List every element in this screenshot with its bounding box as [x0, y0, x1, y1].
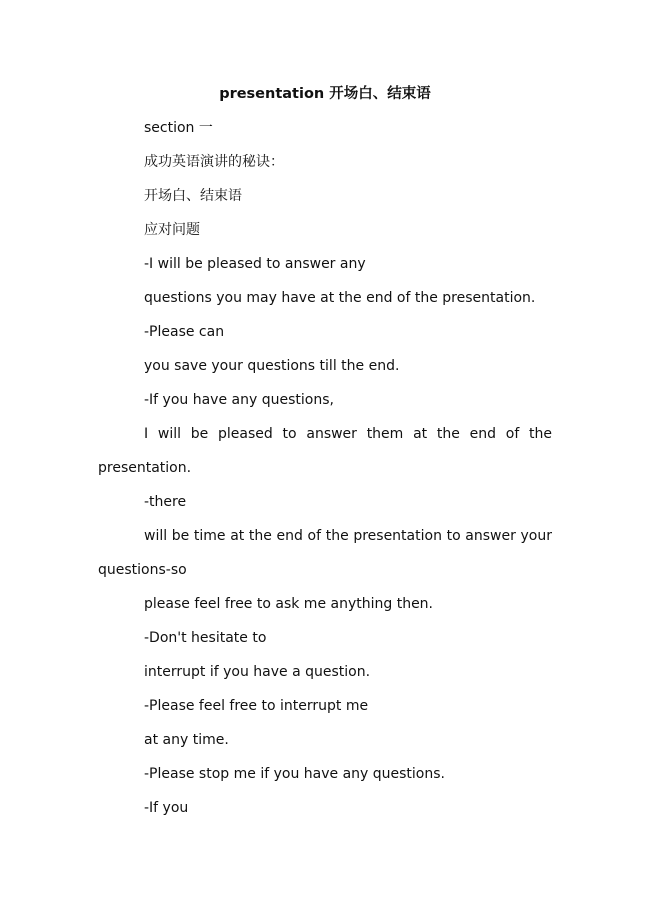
text-line-continuation: questions-so	[98, 562, 187, 578]
text-line: -Please stop me if you have any questions.	[144, 766, 445, 782]
text-line: please feel free to ask me anything then.	[144, 596, 434, 612]
text-line: at any time.	[144, 732, 229, 748]
text-line: 应对问题	[144, 222, 200, 238]
text-line-justified: will be time at the end of the presentation to answer your	[144, 528, 552, 544]
text-line: 成功英语演讲的秘诀：	[144, 154, 284, 170]
text-line: -If you	[144, 800, 189, 816]
text-line: 开场白、结束语	[144, 188, 242, 204]
text-line: -there	[144, 494, 187, 510]
text-line-justified: I will be pleased to answer them at the end of the	[144, 426, 552, 442]
text-line: -Please feel free to interrupt me	[144, 698, 369, 714]
text-line: interrupt if you have a question.	[144, 664, 371, 680]
text-line: questions you may have at the end of the presentation.	[144, 290, 536, 306]
document-title: presentation 开场白、结束语	[219, 86, 431, 102]
text-line: -I will be pleased to answer any	[144, 256, 366, 272]
text-line: -Don't hesitate to	[144, 630, 267, 646]
text-line: -Please can	[144, 324, 225, 340]
text-line-continuation: presentation.	[98, 460, 192, 476]
text-line: -If you have any questions,	[144, 392, 334, 408]
text-line: you save your questions till the end.	[144, 358, 400, 374]
section-heading: section 一	[144, 120, 213, 136]
